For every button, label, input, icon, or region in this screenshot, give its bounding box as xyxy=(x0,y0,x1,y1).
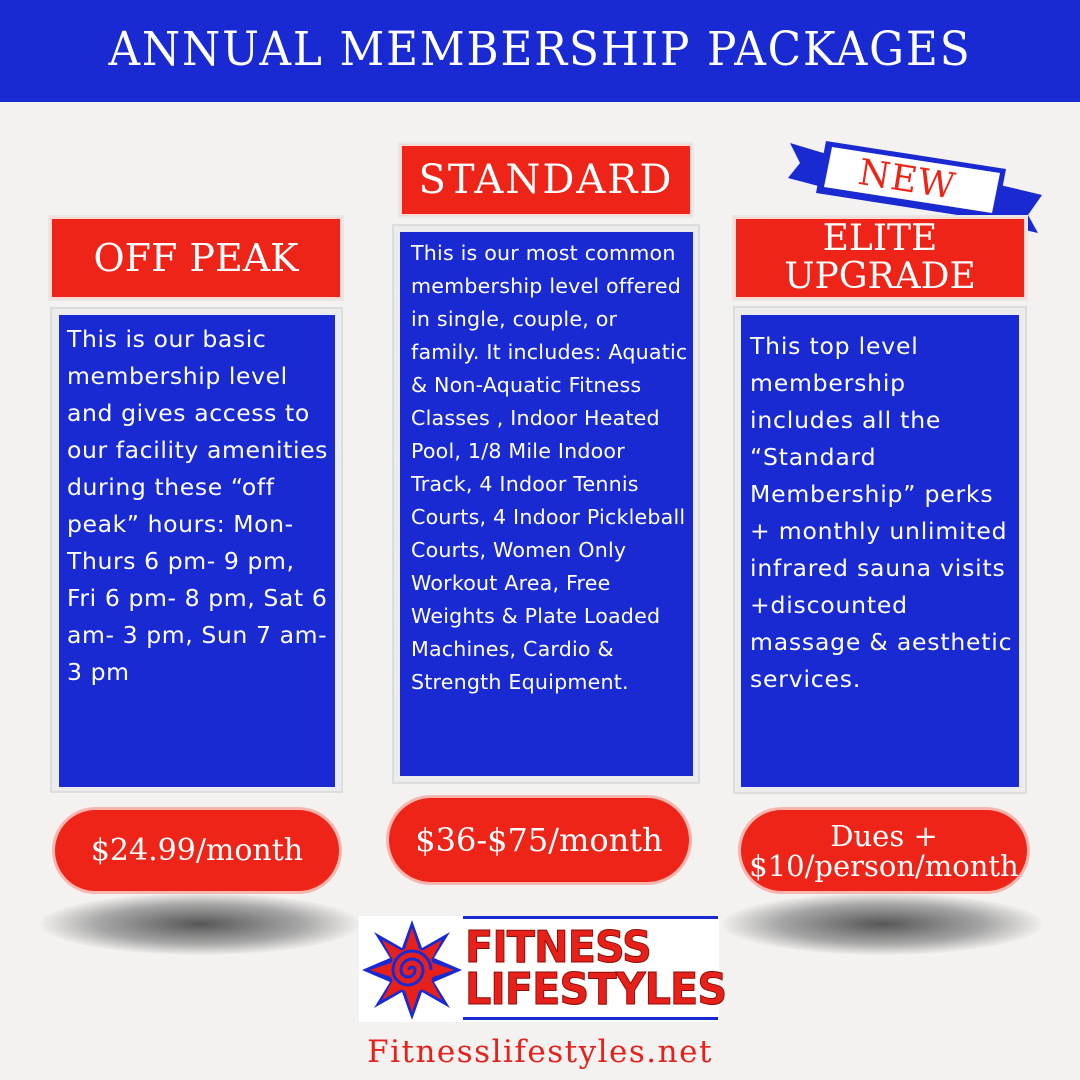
off-peak-title: OFF PEAK xyxy=(93,236,299,280)
elite-price xyxy=(738,807,1030,894)
standard-title: STANDARD xyxy=(418,157,674,203)
off-peak-description: This is our basic membership level and gives access to our facility amenities during these “off peak” hours: Mon- Thurs 6 pm- 9 pm, Fri 6 pm- 8 pm, Sat 6 am- 3 pm, Sun 7 am- 3 pm xyxy=(59,315,335,787)
off-peak-price-text: $24.99/month xyxy=(90,833,304,868)
elite-price-shadow xyxy=(722,893,1042,955)
standard-price-text: $36-$75/month xyxy=(415,821,663,859)
logo-top-rule xyxy=(463,916,718,919)
standard-description: This is our most common membership level offered in single, couple, or family. It includes: Aquatic & Non-Aquatic Fitness Classes , Indoor Heated Pool, 1/8 Mile Indoor Track, 4 Indoor Tennis Courts, 4 Indoor Pickleball Courts, Women Only Workout Area, Free Weights & Plate Loaded Machines, Cardio & Strength Equipment. xyxy=(400,232,693,776)
elite-title-line1: ELITE xyxy=(822,218,938,259)
standard-header xyxy=(402,146,690,214)
elite-header xyxy=(736,219,1024,297)
website-link[interactable]: Fitnesslifestyles.net xyxy=(367,1034,713,1070)
logo-bottom-rule xyxy=(463,1017,718,1020)
new-badge-text: NEW xyxy=(855,152,959,208)
header-banner xyxy=(0,0,1080,102)
logo-word-fitness: FITNESS xyxy=(465,922,651,973)
standard-price xyxy=(386,795,692,885)
off-peak-price-shadow xyxy=(40,893,360,955)
sun-swirl-logo-icon xyxy=(360,918,464,1022)
off-peak-price xyxy=(52,807,342,894)
elite-description: This top level membership includes all the “Standard Membership” perks + monthly unlimited infrared sauna visits +discounted massage & aesthetic services. xyxy=(741,315,1019,787)
elite-price-line1: Dues + xyxy=(830,818,938,853)
elite-price-line2: $10/person/month xyxy=(749,848,1019,883)
off-peak-header xyxy=(52,219,340,297)
elite-title-line2: UPGRADE xyxy=(784,256,976,297)
page-title: ANNUAL MEMBERSHIP PACKAGES xyxy=(108,22,972,77)
logo-word-lifestyles: LIFESTYLES xyxy=(465,964,727,1015)
